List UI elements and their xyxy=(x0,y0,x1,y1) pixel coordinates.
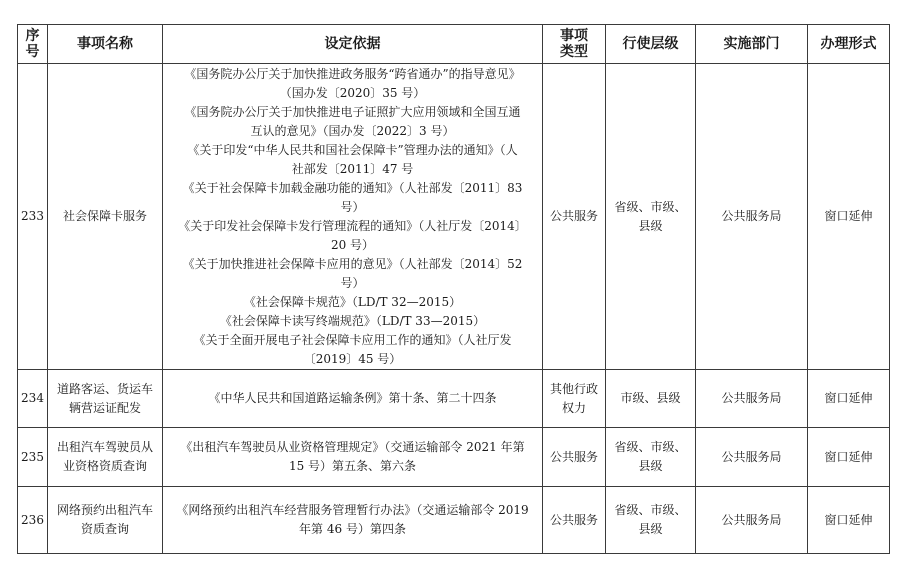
basis-line: 15 号）第五条、第六条 xyxy=(288,459,417,473)
basis-line: 年第 46 号）第四条 xyxy=(299,522,406,536)
basis-line: 《关于全面开展电子社会保障卡应用工作的通知》（人社厅发 xyxy=(193,332,512,347)
basis-line: 《社会保障卡读写终端规范》（LD/T 33—2015） xyxy=(219,313,486,328)
table-header-row xyxy=(18,25,890,64)
header-level: 行使层级 xyxy=(606,25,696,64)
cell-type: 其他行政权力 xyxy=(543,370,606,428)
cell-name: 出租汽车驾驶员从业资格资质查询 xyxy=(48,428,163,487)
cell-basis xyxy=(163,428,543,487)
cell-name: 道路客运、货运车辆营运证配发 xyxy=(48,370,163,428)
cell-level: 省级、市级、县级 xyxy=(606,487,696,554)
basis-line: 《关于印发“中华人民共和国社会保障卡”管理办法的通知》（人 xyxy=(187,142,518,157)
basis-line: 《关于社会保障卡加载金融功能的通知》（人社部发〔2011〕83 xyxy=(182,180,523,195)
cell-method: 窗口延伸 xyxy=(808,64,890,370)
cell-department: 公共服务局 xyxy=(696,487,808,554)
basis-line: （国办发〔2020〕35 号） xyxy=(279,85,426,100)
basis-line: 《国务院办公厅关于加快推进政务服务“跨省通办”的指导意见》 xyxy=(184,66,521,81)
basis-line: 号） xyxy=(340,199,365,214)
header-name: 事项名称 xyxy=(48,25,163,64)
cell-basis xyxy=(163,64,543,370)
cell-method: 窗口延伸 xyxy=(808,487,890,554)
cell-type: 公共服务 xyxy=(543,64,606,370)
header-basis: 设定依据 xyxy=(163,25,543,64)
table-row xyxy=(18,487,890,554)
basis-line: 《社会保障卡规范》（LD/T 32—2015） xyxy=(243,294,462,309)
cell-name: 社会保障卡服务 xyxy=(48,64,163,370)
cell-level: 省级、市级、县级 xyxy=(606,64,696,370)
basis-line: 《网络预约出租汽车经营服务管理暂行办法》（交通运输部令 2019 xyxy=(176,503,529,517)
basis-line: 《中华人民共和国道路运输条例》第十条、第二十四条 xyxy=(208,391,497,405)
basis-line: 社部发〔2011〕47 号 xyxy=(291,161,414,176)
cell-seq: 233 xyxy=(18,64,48,370)
basis-line: 《关于加快推进社会保障卡应用的意见》（人社部发〔2014〕52 xyxy=(182,256,523,271)
basis-line: 《国务院办公厅关于加快推进电子证照扩大应用领域和全国互通 xyxy=(184,104,521,119)
cell-seq: 235 xyxy=(18,428,48,487)
cell-type: 公共服务 xyxy=(543,428,606,487)
basis-line: 〔2019〕45 号） xyxy=(303,351,402,366)
cell-level: 省级、市级、县级 xyxy=(606,428,696,487)
cell-method: 窗口延伸 xyxy=(808,428,890,487)
header-department: 实施部门 xyxy=(696,25,808,64)
header-seq: 序号 xyxy=(18,25,48,64)
basis-line: 互认的意见》（国办发〔2022〕3 号） xyxy=(250,123,455,138)
basis-line: 《出租汽车驾驶员从业资格管理规定》（交通运输部令 2021 年第 xyxy=(180,440,525,454)
table-row xyxy=(18,428,890,487)
cell-name: 网络预约出租汽车资质查询 xyxy=(48,487,163,554)
basis-line: 《关于印发社会保障卡发行管理流程的通知》（人社厅发〔2014〕 xyxy=(178,218,527,233)
header-method: 办理形式 xyxy=(808,25,890,64)
matters-table xyxy=(17,24,890,554)
cell-department: 公共服务局 xyxy=(696,64,808,370)
cell-level: 市级、县级 xyxy=(606,370,696,428)
cell-type: 公共服务 xyxy=(543,487,606,554)
cell-basis xyxy=(163,370,543,428)
cell-seq: 234 xyxy=(18,370,48,428)
header-type: 事项类型 xyxy=(543,25,606,64)
cell-department: 公共服务局 xyxy=(696,428,808,487)
basis-line: 号） xyxy=(340,275,365,290)
table-row xyxy=(18,370,890,428)
cell-basis xyxy=(163,487,543,554)
cell-method: 窗口延伸 xyxy=(808,370,890,428)
cell-department: 公共服务局 xyxy=(696,370,808,428)
table-row xyxy=(18,64,890,370)
basis-line: 20 号） xyxy=(330,237,375,252)
cell-seq: 236 xyxy=(18,487,48,554)
